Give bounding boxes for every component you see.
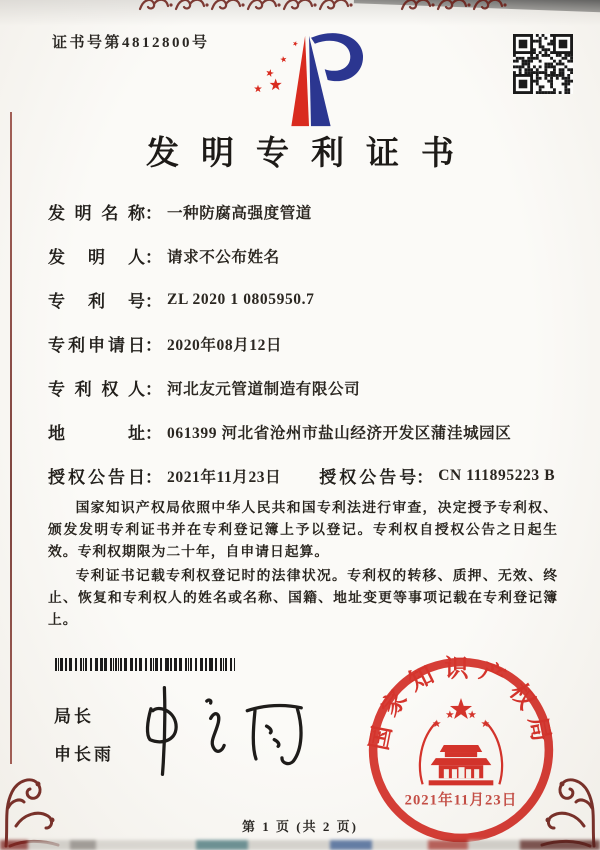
field-colon: ： [145, 380, 162, 399]
field-grant-number [319, 466, 556, 487]
handwritten-signature-icon [122, 680, 334, 780]
field-label: 发明名称 [48, 204, 145, 223]
field-patent-number [48, 287, 564, 311]
field-value: CN 111895223 B [438, 466, 556, 484]
field-value: 请求不公布姓名 [167, 248, 280, 266]
field-value: 2020年08月12日 [167, 336, 283, 354]
field-label: 专利权人 [48, 380, 145, 399]
field-colon: ： [145, 424, 162, 443]
field-label: 授权公告号 [319, 468, 417, 487]
field-label: 授权公告日 [48, 468, 145, 487]
field-value: 河北友元管道制造有限公司 [167, 380, 361, 398]
field-value: 061399 河北省沧州市盐山经济开发区蒲洼城园区 [167, 424, 512, 442]
field-label: 专利申请日 [48, 336, 145, 355]
field-list [48, 199, 564, 507]
field-invention-name [48, 199, 564, 223]
cnipa-logo-icon [246, 28, 374, 132]
field-label: 发明人 [48, 248, 145, 267]
field-inventor [48, 243, 564, 267]
field-colon: ： [145, 292, 162, 311]
border-rule-left [10, 112, 12, 764]
certificate-title: 发明专利证书 [146, 136, 476, 172]
field-filing-date [48, 331, 564, 355]
field-value: ZL 2020 1 0805950.7 [167, 290, 315, 308]
legal-paragraph-2: 专利证书记载专利权登记时的法律状况。专利权的转移、质押、无效、终止、恢复和专利权人的姓名或名称、国籍、地址变更等事项记载在专利登记簿上。 [48, 568, 558, 628]
field-label: 专利号 [48, 292, 145, 311]
field-colon: ： [145, 336, 162, 355]
commissioner-name: 申长雨 [54, 745, 114, 764]
field-grant-date [48, 466, 282, 487]
commissioner-role: 局长 [54, 707, 94, 726]
field-colon: ： [145, 204, 162, 223]
page-indicator: 第 1 页 (共 2 页) [242, 819, 358, 834]
qr-code-icon [513, 34, 573, 94]
field-value: 一种防腐高强度管道 [167, 204, 312, 222]
legal-text [48, 497, 558, 633]
field-address [48, 419, 564, 443]
field-colon: ： [145, 468, 162, 487]
field-value: 2021年11月23日 [167, 468, 282, 486]
barcode-icon [55, 658, 235, 671]
seal-ring-text: 国家知识产权局 [365, 655, 557, 753]
field-colon: ： [416, 468, 434, 487]
seal-date: 2021年11月23日 [404, 792, 518, 809]
field-patentee [48, 375, 564, 399]
legal-paragraph-1: 国家知识产权局依照中华人民共和国专利法进行审查，决定授予专利权、颁发发明专利证书并在专利登记簿上予以登记。专利权自授权公告之日起生效。专利权期限为二十年，自申请日起算。 [48, 500, 558, 560]
certificate-number: 证书号第4812800号 [52, 35, 210, 51]
field-colon: ： [145, 248, 162, 267]
photo-background-strip [0, 840, 600, 850]
ornament-top-border [138, 0, 522, 13]
field-grant-row [48, 463, 564, 487]
field-label: 地址 [48, 424, 145, 443]
national-emblem-icon [420, 698, 502, 785]
